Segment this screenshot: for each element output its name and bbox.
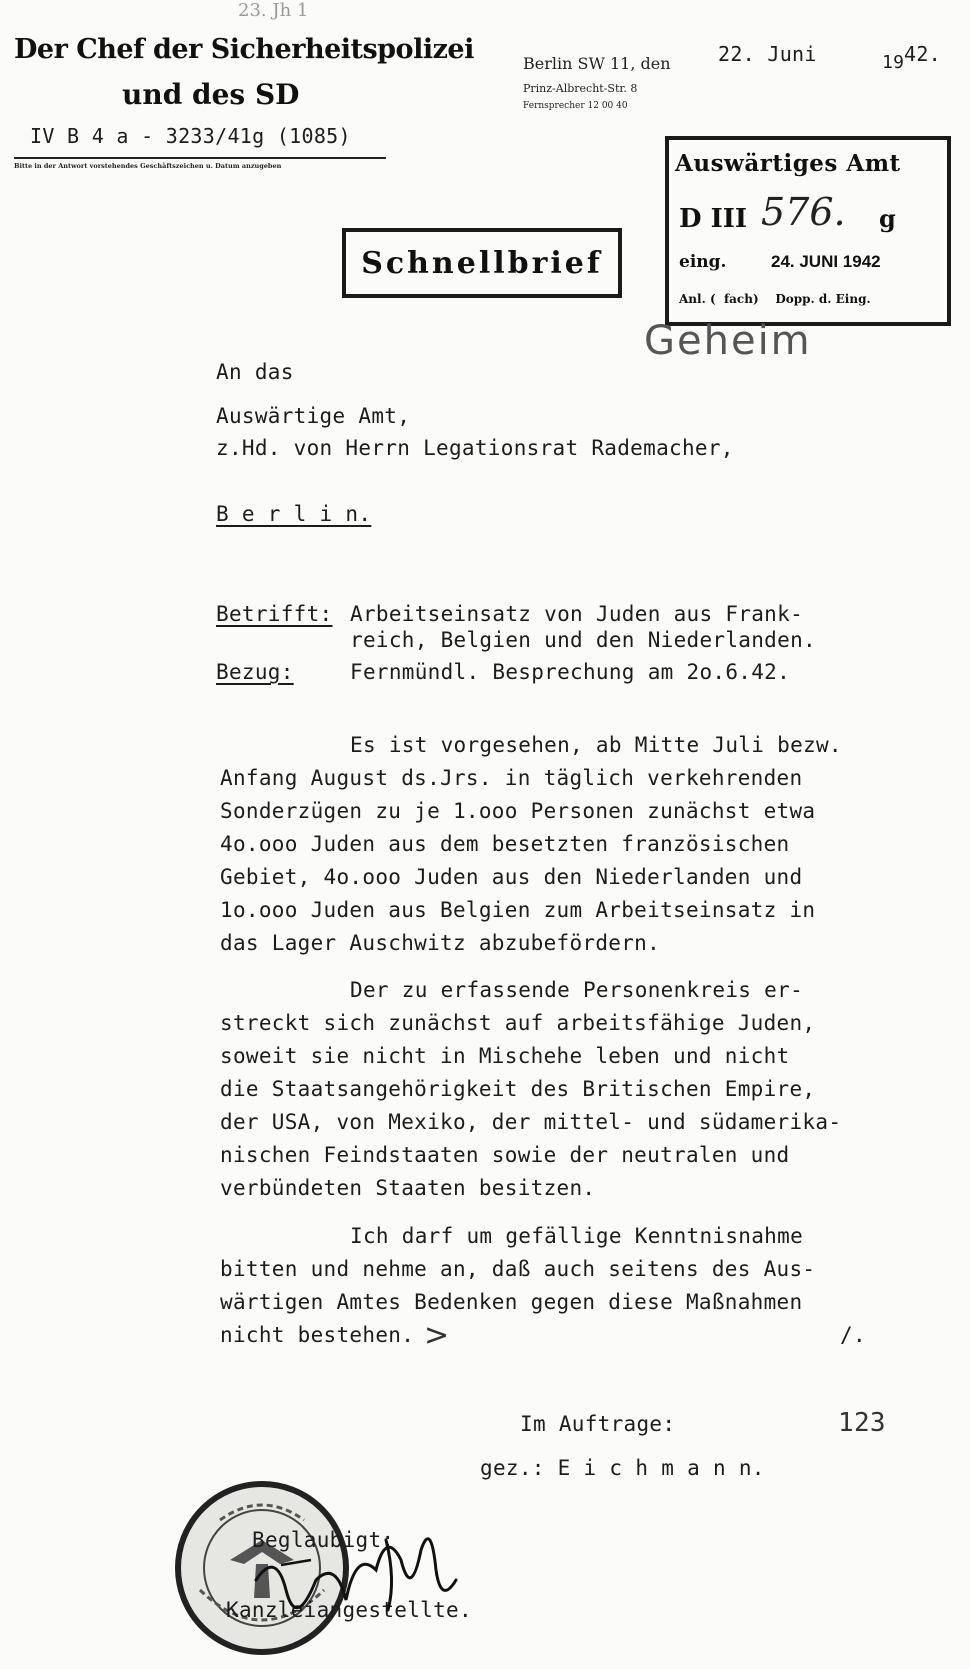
- para1-line-5: Gebiet, 4o.ooo Juden aus den Niederlanden und: [220, 865, 803, 889]
- para1-line-6: 1o.ooo Juden aus Belgien zum Arbeitseinsatz in: [220, 898, 816, 922]
- para3-line-4: nicht bestehen.: [220, 1323, 415, 1347]
- stamp-code-prefix: D III: [679, 204, 748, 234]
- file-number: IV B 4 a - 3233/41g (1085): [30, 124, 351, 148]
- letter-date: 22. Juni: [718, 42, 817, 66]
- para1-line-7: das Lager Auschwitz abzubefördern.: [220, 931, 661, 955]
- org-line-1: Der Chef der Sicherheitspolizei: [14, 34, 474, 65]
- stamp-office-title: Auswärtiges Amt: [675, 150, 901, 177]
- subject-label: Betrifft:: [216, 602, 333, 626]
- para3-line-3: wärtigen Amtes Bedenken gegen diese Maßnahmen: [220, 1290, 803, 1314]
- reference-text: Fernmündl. Besprechung am 2o.6.42.: [350, 660, 791, 684]
- year-suffix: 42.: [904, 42, 942, 66]
- recipient-line-2: Auswärtige Amt,: [216, 404, 411, 428]
- header-rule: [14, 157, 386, 159]
- para2-line-6: nischen Feindstaaten sowie der neutralen und: [220, 1143, 790, 1167]
- para1-line-2: Anfang August ds.Jrs. in täglich verkehrenden: [220, 766, 803, 790]
- slash-mark: /.: [840, 1323, 866, 1347]
- schnellbrief-box: [342, 228, 622, 298]
- para3-line-1: Ich darf um gefällige Kenntnisnahme: [350, 1224, 804, 1248]
- para2-line-7: verbündeten Staaten besitzen.: [220, 1176, 596, 1200]
- para3-line-2: bitten und nehme an, daß auch seitens des Aus-: [220, 1257, 816, 1281]
- handwritten-signature: [236, 1510, 486, 1630]
- year-prefix: 19: [882, 52, 905, 73]
- faint-note: 23. Jh 1: [238, 0, 309, 21]
- para1-line-1: Es ist vorgesehen, ab Mitte Juli bezw.: [350, 733, 842, 757]
- stamp-received-label: eing.: [679, 252, 727, 272]
- classification-mark: Geheim: [644, 318, 812, 364]
- stamp-received-date: 24. JUNI 1942: [771, 252, 881, 271]
- address-line-2: Prinz-Albrecht-Str. 8: [523, 82, 638, 95]
- para1-line-3: Sonderzügen zu je 1.ooo Personen zunächst etwa: [220, 799, 816, 823]
- para2-line-4: die Staatsangehörigkeit des Britischen Empire,: [220, 1077, 816, 1101]
- org-line-2: und des SD: [122, 78, 300, 111]
- reference-note: Bitte in der Antwort vorstehendes Geschäftszeichen u. Datum anzugeben: [14, 162, 282, 170]
- recipient-city: B e r l i n.: [216, 502, 372, 526]
- subject-line-2: reich, Belgien und den Niederlanden.: [350, 628, 816, 652]
- para2-line-5: der USA, von Mexiko, der mittel- und südamerika-: [220, 1110, 842, 1134]
- address-line-3: Fernsprecher 12 00 40: [523, 101, 628, 111]
- para2-line-3: soweit sie nicht in Mischehe leben und nicht: [220, 1044, 790, 1068]
- address-line-1: Berlin SW 11, den: [523, 54, 671, 73]
- received-stamp: [665, 136, 951, 326]
- certified-label: Beglaubigt:: [252, 1528, 395, 1552]
- subject-line-1: Arbeitseinsatz von Juden aus Frank-: [350, 602, 804, 626]
- signed-name: gez.: E i c h m a n n.: [480, 1456, 765, 1480]
- handwritten-arrow-mark: >: [424, 1318, 450, 1353]
- para2-line-1: Der zu erfassende Personenkreis er-: [350, 978, 804, 1002]
- stamp-code-suffix: g: [879, 204, 896, 233]
- recipient-line-1: An das: [216, 360, 294, 384]
- closing-order: Im Auftrage:: [520, 1412, 676, 1436]
- clerk-label: Kanzleiangestellte.: [226, 1598, 472, 1622]
- stamp-footer: Anl. ( fach) Dopp. d. Eing.: [679, 292, 871, 306]
- schnellbrief-label: Schnellbrief: [361, 245, 603, 281]
- stamp-code-number: 576.: [761, 190, 846, 234]
- recipient-line-3: z.Hd. von Herrn Legationsrat Rademacher,: [216, 436, 734, 460]
- reference-label: Bezug:: [216, 660, 294, 684]
- page-number: 123: [838, 1408, 886, 1438]
- para2-line-2: streckt sich zunächst auf arbeitsfähige Juden,: [220, 1011, 816, 1035]
- para1-line-4: 4o.ooo Juden aus dem besetzten französischen: [220, 832, 790, 856]
